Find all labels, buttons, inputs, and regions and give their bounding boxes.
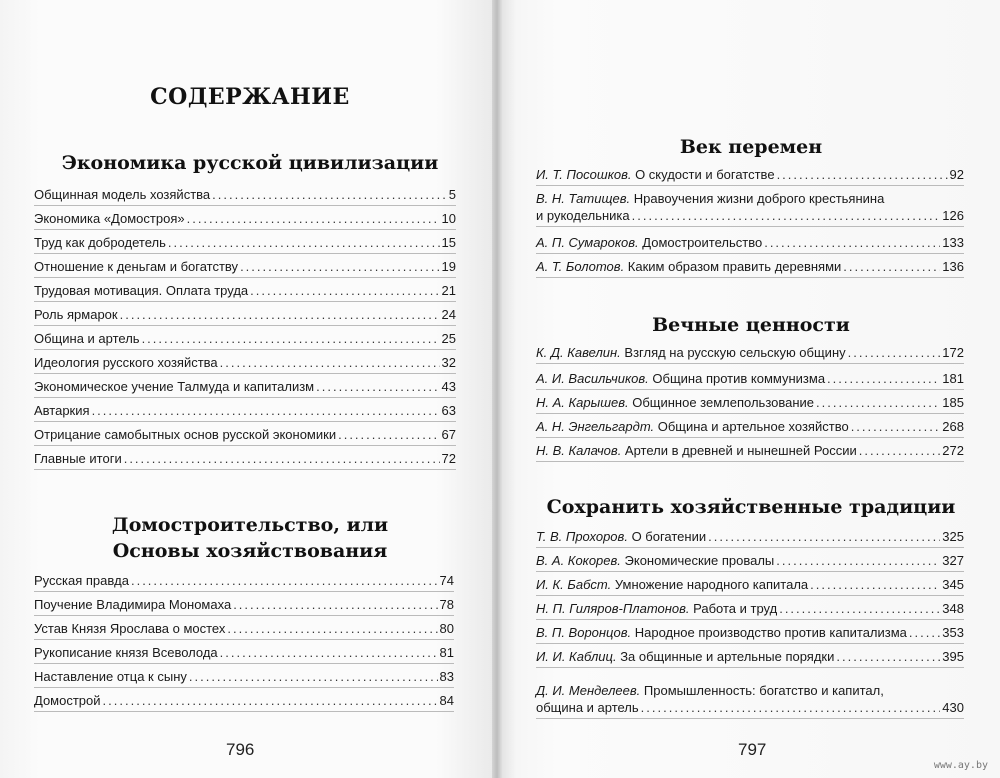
toc-entry-title: О богатении bbox=[627, 529, 707, 544]
toc-entry bbox=[34, 186, 456, 203]
toc-entry-page: 43 bbox=[441, 379, 456, 394]
entry-rule bbox=[536, 461, 964, 462]
leader-dots bbox=[779, 600, 940, 617]
leader-dots bbox=[816, 394, 940, 411]
toc-entry-label: Идеология русского хозяйства bbox=[34, 355, 218, 370]
toc-entry-page: 74 bbox=[439, 573, 454, 588]
entry-rule bbox=[34, 373, 456, 374]
toc-entry bbox=[536, 418, 964, 435]
entry-rule bbox=[34, 469, 456, 470]
leader-dots bbox=[338, 426, 439, 443]
entry-rule bbox=[34, 349, 456, 350]
leader-dots bbox=[776, 552, 940, 569]
toc-entry bbox=[536, 576, 964, 593]
entry-rule bbox=[536, 226, 964, 227]
toc-entry bbox=[536, 234, 964, 251]
leader-dots bbox=[168, 234, 440, 251]
entry-rule bbox=[536, 547, 964, 548]
section-title-domostroy-line1: Домостроительство, или bbox=[111, 514, 389, 536]
entry-rule bbox=[536, 643, 964, 644]
leader-dots bbox=[233, 596, 437, 613]
toc-entry bbox=[34, 596, 454, 613]
toc-entry-page: 67 bbox=[441, 427, 456, 442]
toc-entry bbox=[34, 282, 456, 299]
leader-dots bbox=[708, 528, 940, 545]
entry-rule bbox=[536, 413, 964, 414]
entry-rule bbox=[536, 389, 964, 390]
toc-entry-label: Поучение Владимира Мономаха bbox=[34, 597, 232, 612]
toc-entry-page: 25 bbox=[441, 331, 456, 346]
leader-dots bbox=[250, 282, 439, 299]
toc-entry-page: 5 bbox=[448, 187, 456, 202]
entry-rule bbox=[34, 445, 456, 446]
leader-dots bbox=[848, 344, 941, 361]
toc-entry-line2 bbox=[536, 699, 964, 716]
toc-entry-author: В. П. Воронцов. bbox=[536, 625, 632, 640]
toc-entry-author: И. К. Бабст. bbox=[536, 577, 612, 592]
toc-entry-author: А. Т. Болотов. bbox=[536, 259, 625, 274]
toc-entry-page: 83 bbox=[439, 669, 454, 684]
toc-entry-label: Экономическое учение Талмуда и капитализм bbox=[34, 379, 315, 394]
toc-entry-label bbox=[536, 552, 774, 569]
toc-entry-title: Община и артельное хозяйство bbox=[654, 419, 849, 434]
leader-dots bbox=[632, 207, 941, 224]
leader-dots bbox=[810, 576, 940, 593]
toc-entry-line2 bbox=[536, 207, 964, 224]
toc-entry-label bbox=[536, 191, 884, 206]
toc-entry-page: 136 bbox=[942, 259, 964, 274]
toc-entry-label-cont: община и артель bbox=[536, 700, 639, 715]
leader-dots bbox=[859, 442, 941, 459]
toc-entry-author: В. А. Кокорев. bbox=[536, 553, 621, 568]
toc-entry-title: Общинное землепользование bbox=[628, 395, 815, 410]
toc-entry bbox=[536, 166, 964, 183]
toc-entry-label: Домострой bbox=[34, 693, 101, 708]
toc-entry-page: 327 bbox=[942, 553, 964, 568]
entry-rule bbox=[34, 421, 456, 422]
entry-rule bbox=[34, 663, 454, 664]
toc-entry-title: Умножение народного капитала bbox=[611, 577, 809, 592]
toc-entry-title: Народное производство против капитализма bbox=[631, 625, 907, 640]
toc-entry-label bbox=[536, 648, 834, 665]
toc-entry bbox=[34, 234, 456, 251]
toc-entry-page: 63 bbox=[441, 403, 456, 418]
entry-rule bbox=[536, 571, 964, 572]
toc-entry-label bbox=[536, 624, 907, 641]
leader-dots bbox=[227, 620, 437, 637]
entry-rule bbox=[536, 595, 964, 596]
toc-entry-author: Н. А. Карышев. bbox=[536, 395, 629, 410]
entry-rule bbox=[34, 711, 454, 712]
leader-dots bbox=[764, 234, 940, 251]
leader-dots bbox=[103, 692, 438, 709]
toc-entry bbox=[34, 354, 456, 371]
toc-entry-author: А. Н. Энгельгардт. bbox=[536, 419, 655, 434]
toc-entry bbox=[34, 378, 456, 395]
book-gutter bbox=[492, 0, 502, 778]
page-number-right: 797 bbox=[738, 740, 767, 759]
toc-entry-page: 185 bbox=[942, 395, 964, 410]
leader-dots bbox=[92, 402, 440, 419]
toc-entry-author: В. Н. Татищев. bbox=[536, 191, 631, 206]
toc-entry-label bbox=[536, 418, 849, 435]
toc-entry-page: 353 bbox=[942, 625, 964, 640]
entry-rule bbox=[34, 687, 454, 688]
entry-rule bbox=[34, 397, 456, 398]
entry-rule bbox=[34, 277, 456, 278]
entry-rule bbox=[34, 205, 456, 206]
leader-dots bbox=[827, 370, 940, 387]
toc-entry bbox=[34, 692, 454, 709]
leader-dots bbox=[641, 699, 941, 716]
toc-entry-label bbox=[536, 234, 762, 251]
leader-dots bbox=[187, 210, 440, 227]
entry-rule bbox=[536, 667, 964, 668]
toc-entry-page: 268 bbox=[942, 419, 964, 434]
toc-entry-title: Нравоучения жизни доброго крестьянина bbox=[630, 191, 885, 206]
toc-entry-page: 24 bbox=[441, 307, 456, 322]
page-number-left: 796 bbox=[226, 740, 255, 759]
toc-entry-label bbox=[536, 600, 777, 617]
toc-entry-label-cont: и рукодельника bbox=[536, 208, 630, 223]
toc-entry-label: Экономика «Домостроя» bbox=[34, 211, 185, 226]
entry-rule bbox=[34, 639, 454, 640]
toc-entry-page: 19 bbox=[441, 259, 456, 274]
leader-dots bbox=[851, 418, 941, 435]
toc-entry-line1 bbox=[536, 682, 964, 699]
toc-entry-label: Отношение к деньгам и богатству bbox=[34, 259, 239, 274]
toc-entry-author: И. И. Каблиц. bbox=[536, 649, 617, 664]
toc-entry-page: 272 bbox=[942, 443, 964, 458]
toc-entry-page: 348 bbox=[942, 601, 964, 616]
toc-entry-label bbox=[536, 344, 846, 361]
entry-rule bbox=[536, 363, 964, 364]
toc-entry-page: 78 bbox=[439, 597, 454, 612]
leader-dots bbox=[316, 378, 439, 395]
entry-rule bbox=[536, 619, 964, 620]
toc-entry-title: Община против коммунизма bbox=[648, 371, 826, 386]
toc-entry-page: 325 bbox=[942, 529, 964, 544]
toc-entry-title: Взгляд на русскую сельскую общину bbox=[620, 345, 846, 360]
toc-entry bbox=[34, 644, 454, 661]
toc-entry bbox=[34, 402, 456, 419]
toc-entry bbox=[34, 306, 456, 323]
toc-entry-label: Отрицание самобытных основ русской экономики bbox=[34, 427, 337, 442]
leader-dots bbox=[131, 572, 438, 589]
section-title-economy: Экономика русской цивилизации bbox=[61, 152, 439, 174]
section-title-eternal: Вечные ценности bbox=[652, 314, 850, 336]
toc-entry-title: Артели в древней и нынешней России bbox=[621, 443, 857, 458]
toc-entry bbox=[536, 624, 964, 641]
toc-entry-page: 430 bbox=[942, 700, 964, 715]
leader-dots bbox=[220, 354, 440, 371]
toc-entry-label: Трудовая мотивация. Оплата труда bbox=[34, 283, 249, 298]
toc-entry-label: Автаркия bbox=[34, 403, 90, 418]
toc-entry-label bbox=[536, 258, 841, 275]
leader-dots bbox=[909, 624, 940, 641]
toc-entry bbox=[536, 528, 964, 545]
toc-entry-title: Промышленность: богатство и капитал, bbox=[640, 683, 884, 698]
leader-dots bbox=[843, 258, 940, 275]
entry-rule bbox=[34, 591, 454, 592]
leader-dots bbox=[836, 648, 940, 665]
toc-entry bbox=[536, 648, 964, 665]
toc-entry-page: 172 bbox=[942, 345, 964, 360]
toc-entry-author: А. И. Васильчиков. bbox=[536, 371, 649, 386]
toc-entry-author: И. Т. Посошков. bbox=[536, 167, 632, 182]
toc-entry-page: 72 bbox=[441, 451, 456, 466]
toc-entry bbox=[34, 426, 456, 443]
toc-entry-label: Русская правда bbox=[34, 573, 129, 588]
entry-rule bbox=[536, 437, 964, 438]
leader-dots bbox=[220, 644, 438, 661]
section-title-domostroy-line2: Основы хозяйствования bbox=[112, 540, 388, 562]
toc-entry-label: Наставление отца к сыну bbox=[34, 669, 187, 684]
toc-entry-label: Рукописание князя Всеволода bbox=[34, 645, 218, 660]
leader-dots bbox=[142, 330, 440, 347]
toc-entry-title: О скудости и богатстве bbox=[631, 167, 775, 182]
toc-entry bbox=[34, 210, 456, 227]
leader-dots bbox=[777, 166, 948, 183]
toc-entry-page: 345 bbox=[942, 577, 964, 592]
entry-rule bbox=[34, 615, 454, 616]
toc-entry-page: 181 bbox=[942, 371, 964, 386]
toc-entry-label bbox=[536, 442, 857, 459]
toc-entry-page: 32 bbox=[441, 355, 456, 370]
toc-entry-label: Труд как добродетель bbox=[34, 235, 166, 250]
toc-entry-author: Н. П. Гиляров-Платонов. bbox=[536, 601, 690, 616]
entry-rule bbox=[34, 325, 456, 326]
toc-entry-page: 15 bbox=[441, 235, 456, 250]
toc-entry-title: Работа и труд bbox=[689, 601, 778, 616]
leader-dots bbox=[240, 258, 439, 275]
toc-entry bbox=[34, 450, 456, 467]
toc-entry bbox=[34, 572, 454, 589]
toc-entry-author: К. Д. Кавелин. bbox=[536, 345, 621, 360]
toc-entry-label bbox=[536, 370, 825, 387]
toc-entry-label bbox=[536, 683, 884, 698]
toc-entry-label bbox=[536, 528, 706, 545]
toc-entry bbox=[536, 370, 964, 387]
entry-rule bbox=[536, 185, 964, 186]
leader-dots bbox=[189, 668, 438, 685]
toc-entry-label bbox=[536, 394, 814, 411]
toc-entry-line1 bbox=[536, 190, 964, 207]
toc-entry-label: Устав Князя Ярослава о мостех bbox=[34, 621, 226, 636]
toc-entry-page: 80 bbox=[439, 621, 454, 636]
toc-entry-author: А. П. Сумароков. bbox=[536, 235, 639, 250]
toc-entry-page: 133 bbox=[942, 235, 964, 250]
toc-entry bbox=[34, 258, 456, 275]
toc-entry bbox=[34, 668, 454, 685]
toc-entry-page: 81 bbox=[439, 645, 454, 660]
entry-rule bbox=[34, 229, 456, 230]
leader-dots bbox=[124, 450, 440, 467]
toc-entry-label bbox=[536, 576, 808, 593]
toc-entry bbox=[536, 394, 964, 411]
section-title-century: Век перемен bbox=[679, 136, 823, 158]
toc-entry-label: Община и артель bbox=[34, 331, 140, 346]
toc-entry bbox=[34, 330, 456, 347]
entry-rule bbox=[536, 277, 964, 278]
leader-dots bbox=[212, 186, 447, 203]
entry-rule bbox=[34, 253, 456, 254]
contents-title: СОДЕРЖАНИЕ bbox=[150, 84, 350, 110]
toc-entry-label: Главные итоги bbox=[34, 451, 122, 466]
toc-entry bbox=[536, 344, 964, 361]
toc-entry bbox=[536, 190, 964, 224]
toc-entry bbox=[34, 620, 454, 637]
toc-entry-page: 84 bbox=[439, 693, 454, 708]
toc-entry bbox=[536, 442, 964, 459]
toc-entry-title: Экономические провалы bbox=[620, 553, 775, 568]
leader-dots bbox=[120, 306, 440, 323]
toc-entry-author: Д. И. Менделеев. bbox=[536, 683, 641, 698]
toc-entry-title: Каким образом править деревнями bbox=[624, 259, 842, 274]
entry-rule bbox=[34, 301, 456, 302]
toc-entry bbox=[536, 682, 964, 716]
toc-entry bbox=[536, 552, 964, 569]
toc-entry-author: Т. В. Прохоров. bbox=[536, 529, 628, 544]
toc-entry-label: Общинная модель хозяйства bbox=[34, 187, 211, 202]
toc-entry bbox=[536, 258, 964, 275]
entry-rule bbox=[536, 718, 964, 719]
toc-entry-label: Роль ярмарок bbox=[34, 307, 118, 322]
toc-entry-title: За общинные и артельные порядки bbox=[616, 649, 835, 664]
section-title-traditions: Сохранить хозяйственные традиции bbox=[546, 496, 956, 518]
watermark: www.ay.by bbox=[933, 760, 988, 771]
entry-rule bbox=[536, 253, 964, 254]
toc-entry-title: Домостроительство bbox=[638, 235, 763, 250]
toc-entry-page: 92 bbox=[949, 167, 964, 182]
toc-entry-author: Н. В. Калачов. bbox=[536, 443, 622, 458]
toc-entry bbox=[536, 600, 964, 617]
toc-entry-label bbox=[536, 166, 775, 183]
toc-entry-page: 21 bbox=[441, 283, 456, 298]
toc-entry-page: 10 bbox=[441, 211, 456, 226]
toc-entry-page: 126 bbox=[942, 208, 964, 223]
toc-entry-page: 395 bbox=[942, 649, 964, 664]
